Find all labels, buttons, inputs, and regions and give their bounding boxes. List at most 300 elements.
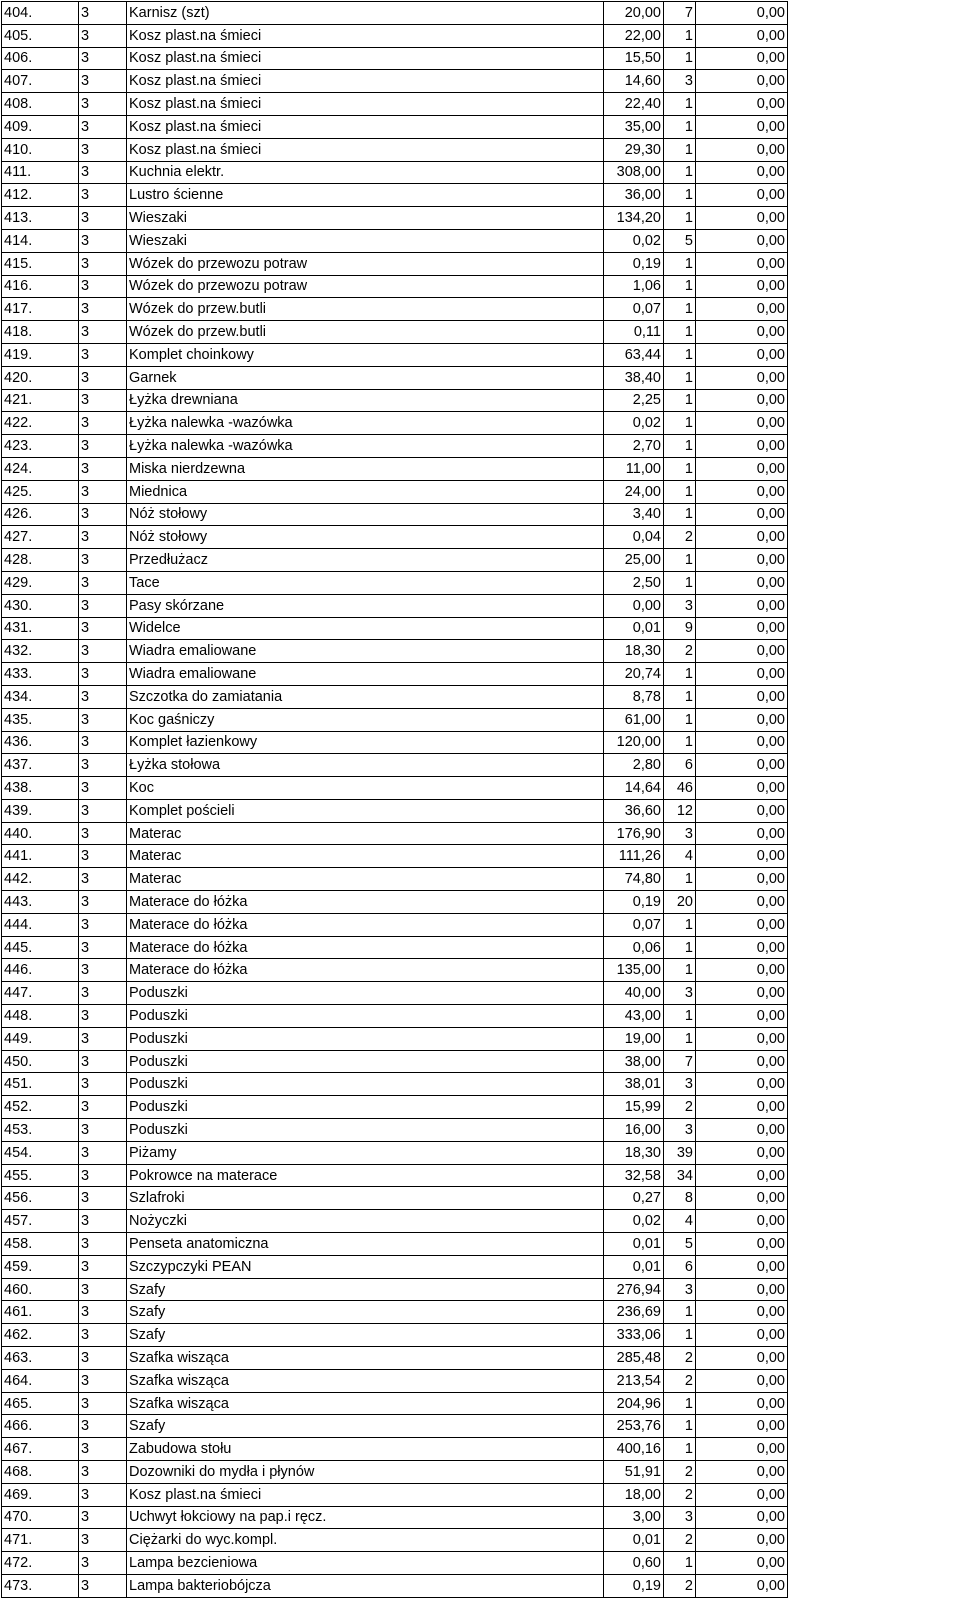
quantity-cell: 5 <box>664 1233 696 1256</box>
item-name-cell: Poduszki <box>127 1027 604 1050</box>
item-name-cell: Lampa bezcieniowa <box>127 1552 604 1575</box>
group-cell: 3 <box>79 1415 127 1438</box>
row-number-cell: 467. <box>2 1438 79 1461</box>
quantity-cell: 1 <box>664 93 696 116</box>
table-row <box>2 526 788 549</box>
quantity-cell: 1 <box>664 321 696 344</box>
table-row <box>2 799 788 822</box>
item-name-cell: Lustro ścienne <box>127 184 604 207</box>
item-name-cell: Kosz plast.na śmieci <box>127 93 604 116</box>
item-name-cell: Poduszki <box>127 1096 604 1119</box>
unit-price-cell: 134,20 <box>604 207 664 230</box>
table-row <box>2 549 788 572</box>
item-name-cell: Wieszaki <box>127 207 604 230</box>
group-cell: 3 <box>79 184 127 207</box>
group-cell: 3 <box>79 138 127 161</box>
group-cell: 3 <box>79 480 127 503</box>
table-row <box>2 1461 788 1484</box>
row-number-cell: 434. <box>2 685 79 708</box>
quantity-cell: 1 <box>664 457 696 480</box>
quantity-cell: 3 <box>664 1119 696 1142</box>
table-row <box>2 777 788 800</box>
item-name-cell: Kosz plast.na śmieci <box>127 1483 604 1506</box>
quantity-cell: 1 <box>664 708 696 731</box>
table-row <box>2 275 788 298</box>
unit-price-cell: 38,00 <box>604 1050 664 1073</box>
row-number-cell: 451. <box>2 1073 79 1096</box>
table-row <box>2 1187 788 1210</box>
group-cell: 3 <box>79 1278 127 1301</box>
item-name-cell: Uchwyt łokciowy na pap.i ręcz. <box>127 1506 604 1529</box>
unit-price-cell: 213,54 <box>604 1369 664 1392</box>
item-name-cell: Pasy skórzane <box>127 594 604 617</box>
table-row <box>2 70 788 93</box>
item-name-cell: Kosz plast.na śmieci <box>127 24 604 47</box>
item-name-cell: Łyżka drewniana <box>127 389 604 412</box>
unit-price-cell: 400,16 <box>604 1438 664 1461</box>
row-number-cell: 409. <box>2 115 79 138</box>
value-cell: 0,00 <box>696 594 788 617</box>
quantity-cell: 1 <box>664 1027 696 1050</box>
table-row <box>2 161 788 184</box>
row-number-cell: 471. <box>2 1529 79 1552</box>
row-number-cell: 439. <box>2 799 79 822</box>
quantity-cell: 1 <box>664 252 696 275</box>
value-cell: 0,00 <box>696 1415 788 1438</box>
table-row <box>2 1096 788 1119</box>
row-number-cell: 441. <box>2 845 79 868</box>
unit-price-cell: 14,64 <box>604 777 664 800</box>
value-cell: 0,00 <box>696 412 788 435</box>
value-cell: 0,00 <box>696 138 788 161</box>
item-name-cell: Kuchnia elektr. <box>127 161 604 184</box>
group-cell: 3 <box>79 799 127 822</box>
item-name-cell: Piżamy <box>127 1141 604 1164</box>
quantity-cell: 1 <box>664 549 696 572</box>
item-name-cell: Wózek do przewozu potraw <box>127 252 604 275</box>
table-row <box>2 1438 788 1461</box>
row-number-cell: 473. <box>2 1574 79 1597</box>
value-cell: 0,00 <box>696 1278 788 1301</box>
group-cell: 3 <box>79 321 127 344</box>
unit-price-cell: 43,00 <box>604 1005 664 1028</box>
quantity-cell: 1 <box>664 366 696 389</box>
quantity-cell: 1 <box>664 1415 696 1438</box>
group-cell: 3 <box>79 1187 127 1210</box>
row-number-cell: 404. <box>2 2 79 25</box>
unit-price-cell: 25,00 <box>604 549 664 572</box>
value-cell: 0,00 <box>696 298 788 321</box>
unit-price-cell: 19,00 <box>604 1027 664 1050</box>
table-row <box>2 913 788 936</box>
group-cell: 3 <box>79 1392 127 1415</box>
table-row <box>2 868 788 891</box>
row-number-cell: 415. <box>2 252 79 275</box>
row-number-cell: 425. <box>2 480 79 503</box>
unit-price-cell: 14,60 <box>604 70 664 93</box>
quantity-cell: 1 <box>664 138 696 161</box>
group-cell: 3 <box>79 412 127 435</box>
value-cell: 0,00 <box>696 799 788 822</box>
value-cell: 0,00 <box>696 1210 788 1233</box>
quantity-cell: 3 <box>664 1506 696 1529</box>
unit-price-cell: 38,01 <box>604 1073 664 1096</box>
value-cell: 0,00 <box>696 1187 788 1210</box>
group-cell: 3 <box>79 526 127 549</box>
value-cell: 0,00 <box>696 1233 788 1256</box>
quantity-cell: 2 <box>664 1483 696 1506</box>
group-cell: 3 <box>79 845 127 868</box>
group-cell: 3 <box>79 389 127 412</box>
unit-price-cell: 15,50 <box>604 47 664 70</box>
row-number-cell: 459. <box>2 1255 79 1278</box>
row-number-cell: 429. <box>2 571 79 594</box>
value-cell: 0,00 <box>696 1027 788 1050</box>
value-cell: 0,00 <box>696 503 788 526</box>
table-row <box>2 1233 788 1256</box>
table-row <box>2 1392 788 1415</box>
item-name-cell: Łyżka nalewka -wazówka <box>127 412 604 435</box>
unit-price-cell: 0,06 <box>604 936 664 959</box>
quantity-cell: 2 <box>664 640 696 663</box>
row-number-cell: 436. <box>2 731 79 754</box>
unit-price-cell: 0,01 <box>604 1233 664 1256</box>
table-row <box>2 959 788 982</box>
unit-price-cell: 22,00 <box>604 24 664 47</box>
unit-price-cell: 36,60 <box>604 799 664 822</box>
group-cell: 3 <box>79 685 127 708</box>
unit-price-cell: 15,99 <box>604 1096 664 1119</box>
row-number-cell: 412. <box>2 184 79 207</box>
quantity-cell: 1 <box>664 1301 696 1324</box>
quantity-cell: 12 <box>664 799 696 822</box>
table-row <box>2 1027 788 1050</box>
table-row <box>2 1301 788 1324</box>
value-cell: 0,00 <box>696 1552 788 1575</box>
quantity-cell: 5 <box>664 229 696 252</box>
item-name-cell: Kosz plast.na śmieci <box>127 138 604 161</box>
group-cell: 3 <box>79 777 127 800</box>
quantity-cell: 1 <box>664 663 696 686</box>
group-cell: 3 <box>79 343 127 366</box>
row-number-cell: 444. <box>2 913 79 936</box>
item-name-cell: Widelce <box>127 617 604 640</box>
row-number-cell: 466. <box>2 1415 79 1438</box>
table-row <box>2 366 788 389</box>
row-number-cell: 463. <box>2 1347 79 1370</box>
group-cell: 3 <box>79 663 127 686</box>
value-cell: 0,00 <box>696 1164 788 1187</box>
item-name-cell: Miska nierdzewna <box>127 457 604 480</box>
unit-price-cell: 32,58 <box>604 1164 664 1187</box>
group-cell: 3 <box>79 1506 127 1529</box>
item-name-cell: Koc <box>127 777 604 800</box>
item-name-cell: Miednica <box>127 480 604 503</box>
group-cell: 3 <box>79 207 127 230</box>
table-row <box>2 207 788 230</box>
unit-price-cell: 0,07 <box>604 913 664 936</box>
row-number-cell: 457. <box>2 1210 79 1233</box>
row-number-cell: 414. <box>2 229 79 252</box>
item-name-cell: Szafy <box>127 1301 604 1324</box>
unit-price-cell: 236,69 <box>604 1301 664 1324</box>
group-cell: 3 <box>79 1210 127 1233</box>
item-name-cell: Materac <box>127 845 604 868</box>
group-cell: 3 <box>79 617 127 640</box>
table-row <box>2 663 788 686</box>
value-cell: 0,00 <box>696 571 788 594</box>
value-cell: 0,00 <box>696 1073 788 1096</box>
table-row <box>2 936 788 959</box>
row-number-cell: 422. <box>2 412 79 435</box>
value-cell: 0,00 <box>696 1483 788 1506</box>
item-name-cell: Nóż stołowy <box>127 526 604 549</box>
row-number-cell: 447. <box>2 982 79 1005</box>
quantity-cell: 1 <box>664 47 696 70</box>
row-number-cell: 465. <box>2 1392 79 1415</box>
group-cell: 3 <box>79 435 127 458</box>
value-cell: 0,00 <box>696 366 788 389</box>
quantity-cell: 2 <box>664 1347 696 1370</box>
group-cell: 3 <box>79 1050 127 1073</box>
value-cell: 0,00 <box>696 617 788 640</box>
value-cell: 0,00 <box>696 663 788 686</box>
table-row <box>2 229 788 252</box>
item-name-cell: Szafka wisząca <box>127 1347 604 1370</box>
value-cell: 0,00 <box>696 1050 788 1073</box>
table-row <box>2 435 788 458</box>
table-row <box>2 891 788 914</box>
row-number-cell: 435. <box>2 708 79 731</box>
quantity-cell: 1 <box>664 1552 696 1575</box>
item-name-cell: Łyżka nalewka -wazówka <box>127 435 604 458</box>
quantity-cell: 7 <box>664 1050 696 1073</box>
unit-price-cell: 29,30 <box>604 138 664 161</box>
row-number-cell: 448. <box>2 1005 79 1028</box>
quantity-cell: 1 <box>664 1438 696 1461</box>
unit-price-cell: 0,00 <box>604 594 664 617</box>
unit-price-cell: 16,00 <box>604 1119 664 1142</box>
item-name-cell: Komplet choinkowy <box>127 343 604 366</box>
value-cell: 0,00 <box>696 480 788 503</box>
item-name-cell: Poduszki <box>127 1005 604 1028</box>
value-cell: 0,00 <box>696 777 788 800</box>
table-row <box>2 1552 788 1575</box>
table-row <box>2 1164 788 1187</box>
row-number-cell: 423. <box>2 435 79 458</box>
unit-price-cell: 0,02 <box>604 229 664 252</box>
row-number-cell: 454. <box>2 1141 79 1164</box>
quantity-cell: 3 <box>664 822 696 845</box>
unit-price-cell: 0,19 <box>604 1574 664 1597</box>
table-row <box>2 457 788 480</box>
unit-price-cell: 0,02 <box>604 1210 664 1233</box>
item-name-cell: Wózek do przew.butli <box>127 321 604 344</box>
row-number-cell: 468. <box>2 1461 79 1484</box>
item-name-cell: Poduszki <box>127 1073 604 1096</box>
group-cell: 3 <box>79 982 127 1005</box>
table-row <box>2 708 788 731</box>
item-name-cell: Koc gaśniczy <box>127 708 604 731</box>
table-row <box>2 571 788 594</box>
unit-price-cell: 2,70 <box>604 435 664 458</box>
quantity-cell: 1 <box>664 435 696 458</box>
quantity-cell: 1 <box>664 936 696 959</box>
quantity-cell: 1 <box>664 298 696 321</box>
item-name-cell: Komplet pościeli <box>127 799 604 822</box>
unit-price-cell: 36,00 <box>604 184 664 207</box>
unit-price-cell: 3,40 <box>604 503 664 526</box>
row-number-cell: 445. <box>2 936 79 959</box>
group-cell: 3 <box>79 161 127 184</box>
table-row <box>2 47 788 70</box>
group-cell: 3 <box>79 1347 127 1370</box>
unit-price-cell: 285,48 <box>604 1347 664 1370</box>
row-number-cell: 460. <box>2 1278 79 1301</box>
unit-price-cell: 0,19 <box>604 891 664 914</box>
row-number-cell: 419. <box>2 343 79 366</box>
row-number-cell: 411. <box>2 161 79 184</box>
quantity-cell: 2 <box>664 1369 696 1392</box>
unit-price-cell: 0,04 <box>604 526 664 549</box>
row-number-cell: 440. <box>2 822 79 845</box>
unit-price-cell: 1,06 <box>604 275 664 298</box>
quantity-cell: 1 <box>664 685 696 708</box>
value-cell: 0,00 <box>696 822 788 845</box>
quantity-cell: 39 <box>664 1141 696 1164</box>
row-number-cell: 469. <box>2 1483 79 1506</box>
group-cell: 3 <box>79 93 127 116</box>
item-name-cell: Penseta anatomiczna <box>127 1233 604 1256</box>
unit-price-cell: 0,07 <box>604 298 664 321</box>
item-name-cell: Lampa bakteriobójcza <box>127 1574 604 1597</box>
quantity-cell: 2 <box>664 526 696 549</box>
quantity-cell: 4 <box>664 1210 696 1233</box>
quantity-cell: 1 <box>664 184 696 207</box>
unit-price-cell: 0,02 <box>604 412 664 435</box>
value-cell: 0,00 <box>696 321 788 344</box>
table-row <box>2 731 788 754</box>
value-cell: 0,00 <box>696 1324 788 1347</box>
value-cell: 0,00 <box>696 936 788 959</box>
row-number-cell: 446. <box>2 959 79 982</box>
table-row <box>2 845 788 868</box>
group-cell: 3 <box>79 822 127 845</box>
item-name-cell: Nóż stołowy <box>127 503 604 526</box>
group-cell: 3 <box>79 731 127 754</box>
item-name-cell: Garnek <box>127 366 604 389</box>
row-number-cell: 406. <box>2 47 79 70</box>
item-name-cell: Szafka wisząca <box>127 1392 604 1415</box>
value-cell: 0,00 <box>696 891 788 914</box>
table-row <box>2 822 788 845</box>
group-cell: 3 <box>79 1483 127 1506</box>
table-row <box>2 138 788 161</box>
table-row <box>2 1119 788 1142</box>
group-cell: 3 <box>79 549 127 572</box>
unit-price-cell: 22,40 <box>604 93 664 116</box>
quantity-cell: 1 <box>664 24 696 47</box>
value-cell: 0,00 <box>696 47 788 70</box>
value-cell: 0,00 <box>696 1301 788 1324</box>
group-cell: 3 <box>79 1552 127 1575</box>
table-row <box>2 480 788 503</box>
quantity-cell: 2 <box>664 1574 696 1597</box>
group-cell: 3 <box>79 70 127 93</box>
value-cell: 0,00 <box>696 93 788 116</box>
group-cell: 3 <box>79 913 127 936</box>
table-row <box>2 321 788 344</box>
table-row <box>2 754 788 777</box>
table-row <box>2 1574 788 1597</box>
value-cell: 0,00 <box>696 1141 788 1164</box>
quantity-cell: 1 <box>664 571 696 594</box>
inventory-table <box>1 1 788 1598</box>
row-number-cell: 417. <box>2 298 79 321</box>
quantity-cell: 1 <box>664 343 696 366</box>
value-cell: 0,00 <box>696 275 788 298</box>
item-name-cell: Komplet łazienkowy <box>127 731 604 754</box>
value-cell: 0,00 <box>696 1096 788 1119</box>
group-cell: 3 <box>79 252 127 275</box>
row-number-cell: 432. <box>2 640 79 663</box>
row-number-cell: 426. <box>2 503 79 526</box>
unit-price-cell: 2,25 <box>604 389 664 412</box>
row-number-cell: 413. <box>2 207 79 230</box>
row-number-cell: 437. <box>2 754 79 777</box>
item-name-cell: Wózek do przew.butli <box>127 298 604 321</box>
unit-price-cell: 35,00 <box>604 115 664 138</box>
row-number-cell: 428. <box>2 549 79 572</box>
quantity-cell: 2 <box>664 1529 696 1552</box>
value-cell: 0,00 <box>696 70 788 93</box>
unit-price-cell: 40,00 <box>604 982 664 1005</box>
row-number-cell: 464. <box>2 1369 79 1392</box>
table-row <box>2 1483 788 1506</box>
unit-price-cell: 2,50 <box>604 571 664 594</box>
quantity-cell: 1 <box>664 1392 696 1415</box>
table-row <box>2 1347 788 1370</box>
table-row <box>2 1005 788 1028</box>
row-number-cell: 427. <box>2 526 79 549</box>
row-number-cell: 420. <box>2 366 79 389</box>
value-cell: 0,00 <box>696 754 788 777</box>
unit-price-cell: 3,00 <box>604 1506 664 1529</box>
quantity-cell: 3 <box>664 1073 696 1096</box>
group-cell: 3 <box>79 640 127 663</box>
value-cell: 0,00 <box>696 1392 788 1415</box>
group-cell: 3 <box>79 1529 127 1552</box>
quantity-cell: 20 <box>664 891 696 914</box>
table-row <box>2 2 788 25</box>
group-cell: 3 <box>79 936 127 959</box>
item-name-cell: Wiadra emaliowane <box>127 663 604 686</box>
unit-price-cell: 0,27 <box>604 1187 664 1210</box>
quantity-cell: 3 <box>664 70 696 93</box>
value-cell: 0,00 <box>696 982 788 1005</box>
group-cell: 3 <box>79 1073 127 1096</box>
item-name-cell: Kosz plast.na śmieci <box>127 115 604 138</box>
item-name-cell: Szafy <box>127 1278 604 1301</box>
value-cell: 0,00 <box>696 252 788 275</box>
quantity-cell: 3 <box>664 982 696 1005</box>
row-number-cell: 452. <box>2 1096 79 1119</box>
row-number-cell: 431. <box>2 617 79 640</box>
value-cell: 0,00 <box>696 435 788 458</box>
unit-price-cell: 0,01 <box>604 1255 664 1278</box>
item-name-cell: Szafka wisząca <box>127 1369 604 1392</box>
group-cell: 3 <box>79 571 127 594</box>
